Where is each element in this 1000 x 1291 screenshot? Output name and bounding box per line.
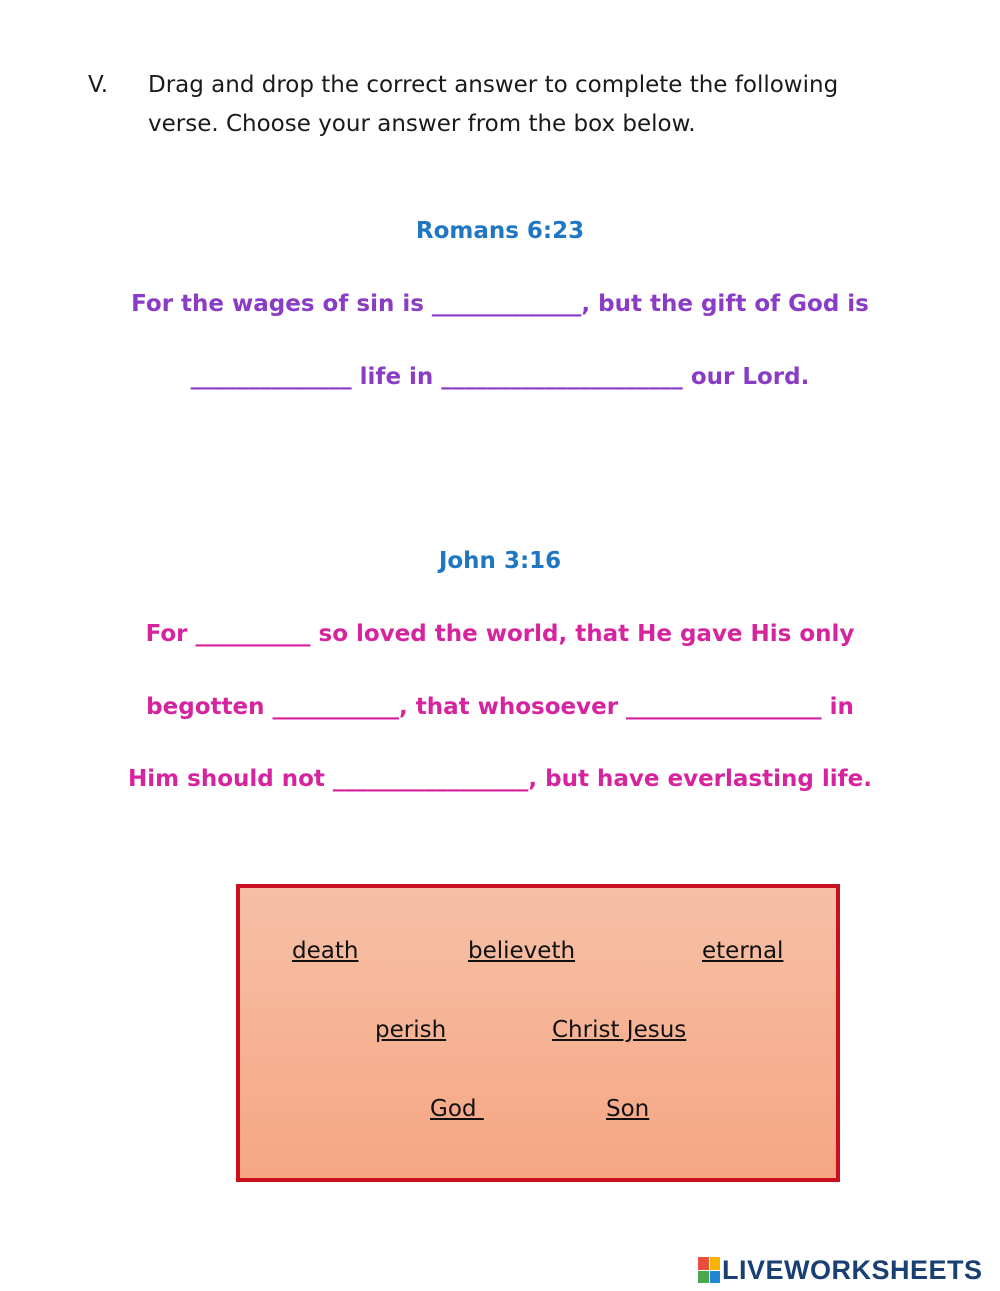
draggable-word-eternal[interactable]: eternal bbox=[702, 938, 784, 964]
draggable-word-believeth[interactable]: believeth bbox=[468, 938, 576, 964]
verse-line: ______________ life in _____________________ our Lord. bbox=[190, 364, 810, 390]
liveworksheets-brand bbox=[698, 1255, 983, 1285]
liveworksheets-logo-icon bbox=[698, 1257, 720, 1283]
word-bank-box bbox=[236, 884, 840, 1182]
verse-reference-john: John 3:16 bbox=[438, 548, 562, 574]
draggable-word-son[interactable]: Son bbox=[606, 1096, 650, 1122]
verse-line: For the wages of sin is _____________, but the gift of God is bbox=[131, 291, 869, 317]
verse-line: For __________ so loved the world, that He gave His only bbox=[145, 621, 855, 647]
instruction-number: V. bbox=[88, 72, 109, 98]
draggable-word-death[interactable]: death bbox=[292, 938, 359, 964]
draggable-word-god[interactable]: God bbox=[430, 1096, 484, 1122]
draggable-word-christ-jesus[interactable]: Christ Jesus bbox=[552, 1017, 687, 1043]
instruction-text: Drag and drop the correct answer to complete the following verse. Choose your answer from the box below. bbox=[148, 72, 839, 137]
verse-line: begotten ___________, that whosoever _________________ in bbox=[146, 694, 854, 720]
verse-line: Him should not _________________, but have everlasting life. bbox=[128, 766, 872, 792]
draggable-word-perish[interactable]: perish bbox=[375, 1017, 447, 1043]
verse-reference-romans: Romans 6:23 bbox=[415, 218, 585, 244]
brand-name: LIVEWORKSHEETS bbox=[722, 1254, 983, 1285]
